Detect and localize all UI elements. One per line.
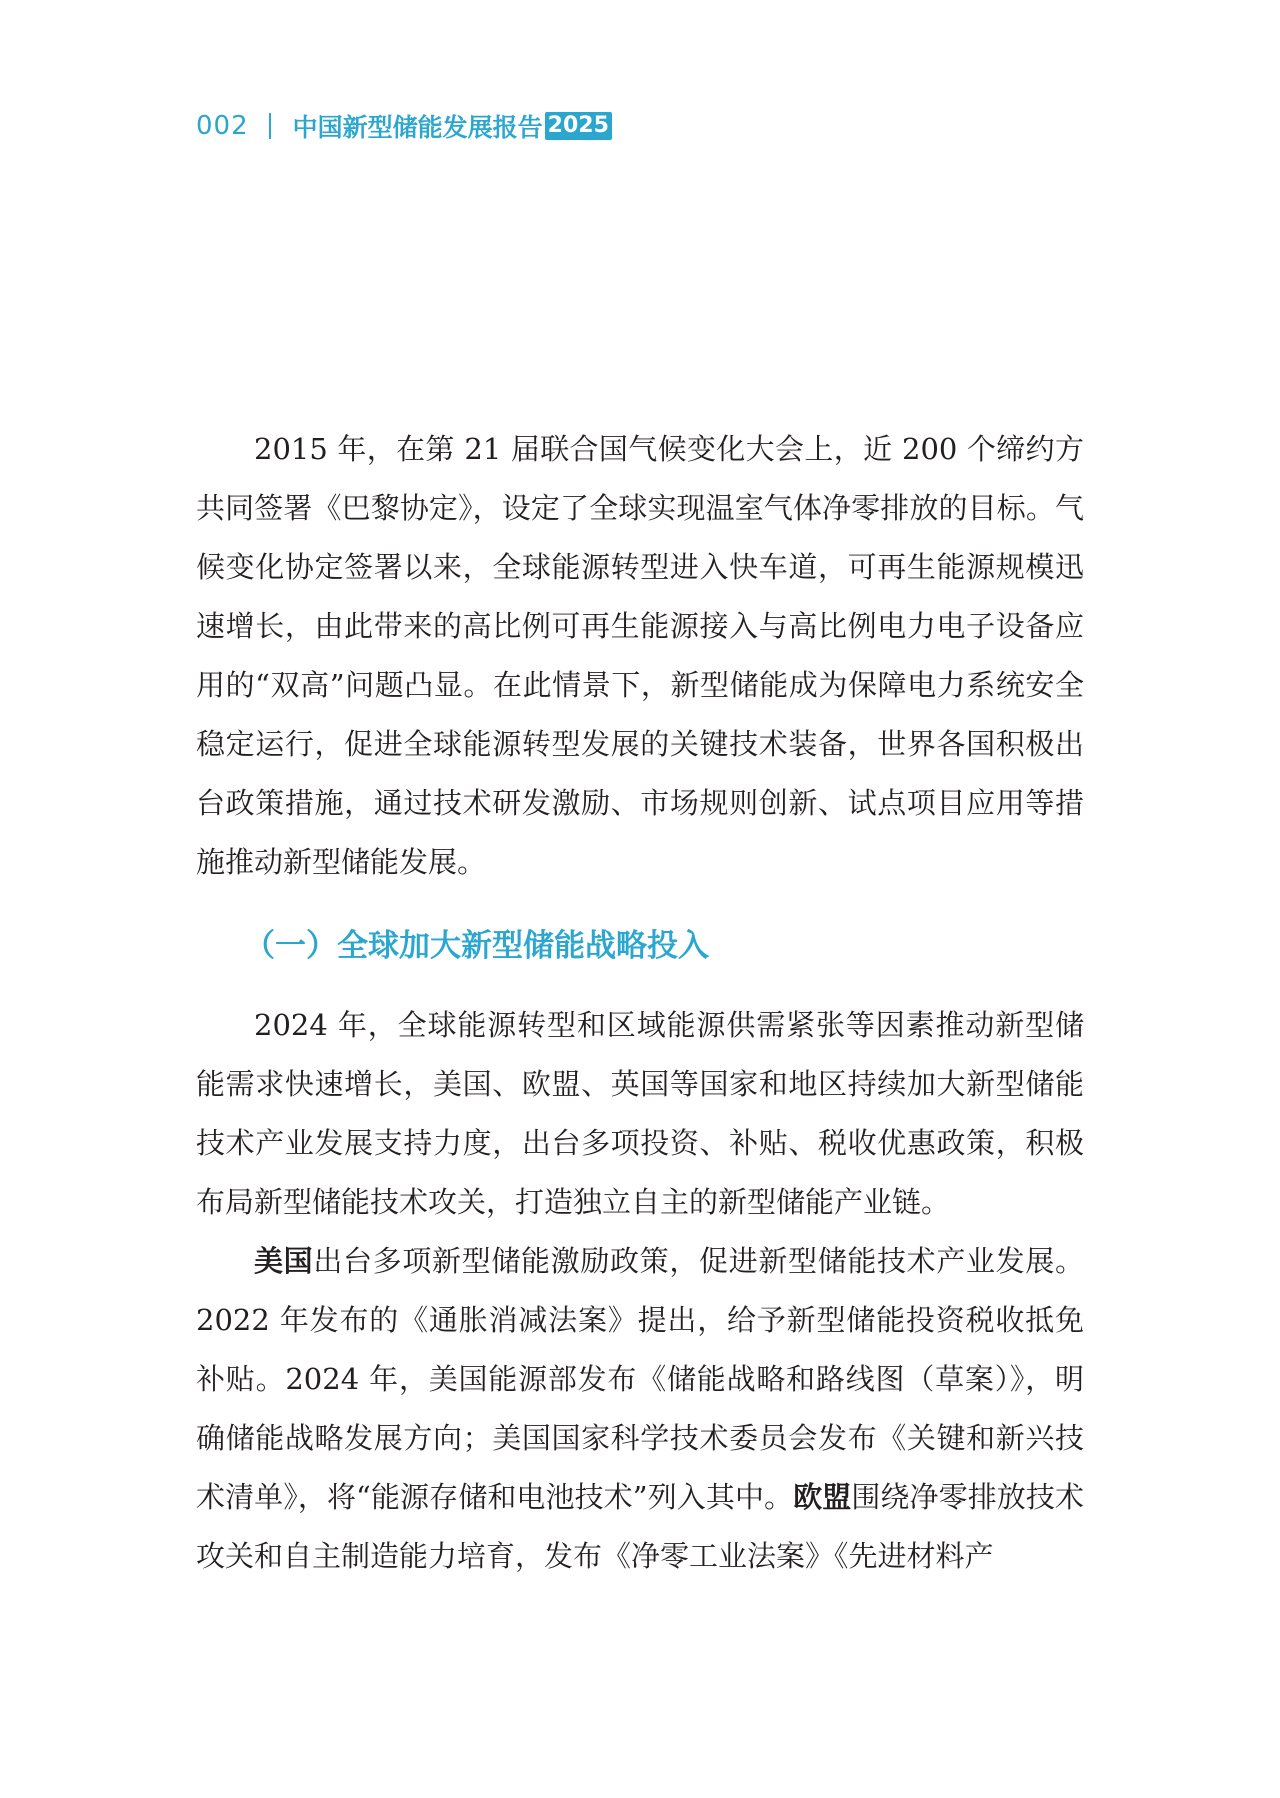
term-us: 美国 xyxy=(254,1244,314,1278)
page-body xyxy=(196,420,1084,1586)
book-year-badge: 2025 xyxy=(545,112,612,140)
paragraph-global-trend: 2024 年，全球能源转型和区域能源供需紧张等因素推动新型储能需求快速增长，美国、欧盟、英国等国家和地区持续加大新型储能技术产业发展支持力度，出台多项投资、补贴、税收优惠政策，积极布局新型储能技术攻关，打造独立自主的新型储能产业链。 xyxy=(196,1008,1084,1219)
text-eu: 围绕净零排放技术攻关和自主制造能力培育，发布《净零工业法案》《先进材料产 xyxy=(196,1480,1084,1573)
term-eu: 欧盟 xyxy=(793,1480,852,1514)
page-number: 002 xyxy=(196,111,249,141)
text-us: 出台多项新型储能激励政策，促进新型储能技术产业发展。2022 年发布的《通胀消减法案》提出，给予新型储能投资税收抵免补贴。2024 年，美国能源部发布《储能战略和路线图（草案）》，明确储能战略发展方向；美国国家科学技术委员会发布《关键和新兴技术清单》，将“能源存储和电池技术”列入其中。 xyxy=(196,1244,1084,1514)
section-heading: （一）全球加大新型储能战略投入 xyxy=(244,928,709,964)
paragraph-policies xyxy=(196,1232,1084,1586)
book-title-text: 中国新型储能发展报告 xyxy=(292,113,543,142)
book-title xyxy=(293,108,612,144)
running-header xyxy=(196,106,612,146)
paragraph-intro: 2015 年，在第 21 届联合国气候变化大会上，近 200 个缔约方共同签署《巴黎协定》，设定了全球实现温室气体净零排放的目标。气候变化协定签署以来，全球能源转型进入快车道，可再生能源规模迅速增长，由此带来的高比例可再生能源接入与高比例电力电子设备应用的“双高”问题凸显。在此情景下，新型储能成为保障电力系统安全稳定运行，促进全球能源转型发展的关键技术装备，世界各国积极出台政策措施，通过技术研发激励、市场规则创新、试点项目应用等措施推动新型储能发展。 xyxy=(196,432,1084,879)
header-divider xyxy=(269,113,271,139)
